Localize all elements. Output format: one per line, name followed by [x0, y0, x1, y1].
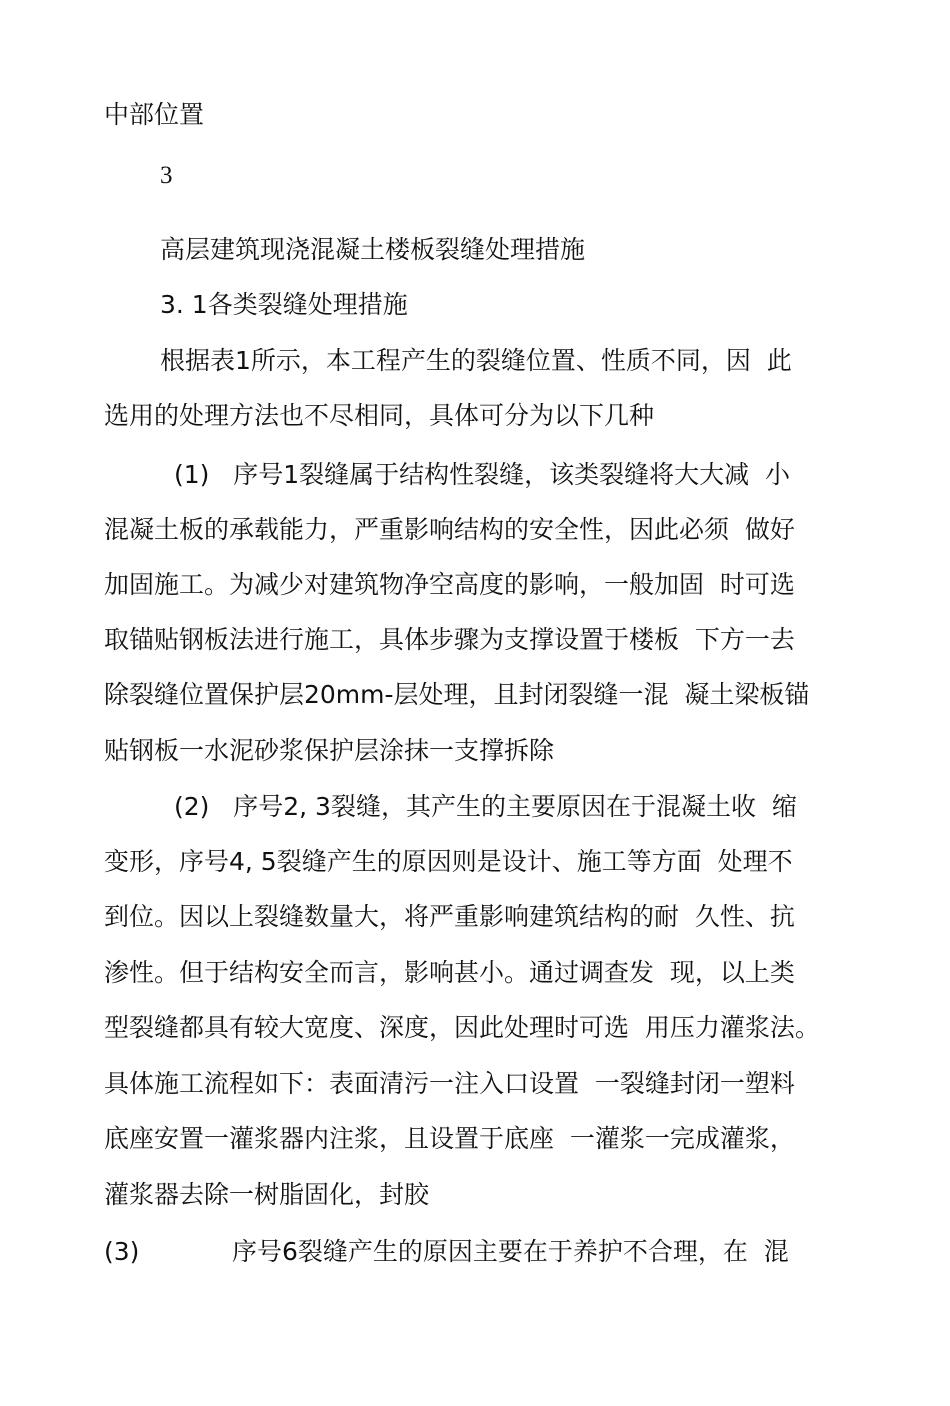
list-item-3-line: 序号6裂缝产生的原因主要在于养护不合理，在 混	[232, 1237, 789, 1266]
section-title: 高层建筑现浇混凝土楼板裂缝处理措施	[160, 235, 586, 264]
paragraph-line: 底座安置一灌浆器内注浆，且设置于底座 一灌浆一完成灌浆，	[104, 1124, 795, 1153]
list-item-1-line: (1) 序号1裂缝属于结构性裂缝，该类裂缝将大大减 小	[174, 460, 791, 489]
paragraph-line: 渗性。但于结构安全而言，影响甚小。通过调查发 现，以上类	[104, 958, 795, 987]
paragraph-line: 取锚贴钢板法进行施工，具体步骤为支撑设置于楼板 下方一去	[104, 625, 795, 654]
paragraph-line: 混凝土板的承载能力，严重影响结构的安全性，因此必须 做好	[104, 515, 795, 544]
subsection-title: 3. 1各类裂缝处理措施	[160, 290, 408, 319]
paragraph-line: 变形，序号4, 5裂缝产生的原因则是设计、施工等方面 处理不	[104, 847, 793, 876]
paragraph-line: 加固施工。为减少对建筑物净空高度的影响，一般加固 时可选	[104, 570, 795, 599]
paragraph-line: 贴钢板一水泥砂浆保护层涂抹一支撑拆除	[104, 736, 555, 765]
paragraph-line: 选用的处理方法也不尽相同，具体可分为以下几种	[104, 401, 655, 430]
paragraph-line: 型裂缝都具有较大宽度、深度，因此处理时可选 用压力灌浆法。	[104, 1013, 820, 1042]
paragraph-line: 到位。因以上裂缝数量大，将严重影响建筑结构的耐 久性、抗	[104, 902, 795, 931]
list-item-3-marker: (3)	[104, 1237, 140, 1266]
paragraph-line: 灌浆器去除一树脂固化，封胶	[104, 1180, 430, 1209]
list-item-2-line: (2) 序号2, 3裂缝，其产生的主要原因在于混凝土收 缩	[174, 792, 797, 821]
paragraph-line: 具体施工流程如下：表面清污一注入口设置 一裂缝封闭一塑料	[104, 1069, 795, 1098]
section-number: 3	[160, 162, 173, 189]
paragraph-line: 根据表1所示，本工程产生的裂缝位置、性质不同，因 此	[160, 346, 792, 375]
paragraph-line: 除裂缝位置保护层20mm-层处理，且封闭裂缝一混 凝土梁板锚	[104, 680, 810, 709]
section-heading-fragment: 中部位置	[104, 100, 205, 129]
